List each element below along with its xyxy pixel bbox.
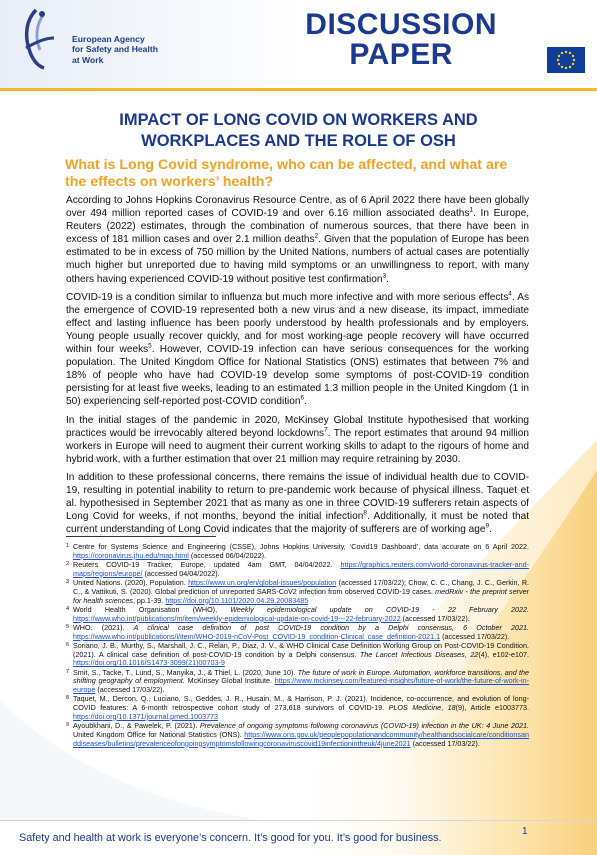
paragraph-3: In the initial stages of the pandemic in 2020, McKinsey Global Institute hypothesised that working practices would be irrevocably altered beyond lockdowns$^7$. The report estimates that around 94 million workers in Europe will need to augment their current working skills to adapt to the rigours of home and hybrid work, with a further estimation that over 21 million may require retraining by 2030.: [66, 414, 529, 465]
footnote-ref[interactable]: 4: [508, 290, 512, 298]
footnote-link[interactable]: https://doi.org/10.1371/journal.pmed.1003773: [73, 711, 219, 721]
agency-name-line2: for Safety and Health: [72, 44, 158, 55]
paragraph-2: COVID-19 is a condition similar to influenza but much more infective and with more serious effects$^4$. As the emergence of COVID-19 represented both a new virus and a new disease, its impact, immediate effect and lasting influence has been poorly understood by health professionals and by employers. Young people usually recover quickly, and for most working-age people recovery will have occurred within four weeks$^5$. However, COVID-19 infection can have serious consequences for the working population. The United Kingdom Office for National Statistics (ONS) estimates that between 7% and 18% of people who have had COVID-19 develop some symptoms of post-COVID-19 condition persisting for at least five weeks, leading to an estimated 1.3 million people in the United Kingdom (1 in 50) experiencing self-reported post-COVID condition$^6$.: [66, 290, 529, 408]
agency-logo: [18, 8, 168, 78]
document-type: [305, 10, 497, 70]
header-divider: [0, 88, 597, 91]
page-number: 1: [522, 826, 528, 837]
body-text: [66, 194, 529, 541]
section-heading-line2: the effects on workers’ health?: [65, 174, 274, 190]
footnote-2: 2 Reuters COVID-19 Tracker, Europe, updated 4am GMT, 04/04/2022. https://graphics.reuters.com/world-coronavirus-tracker-and-maps/regions/europe/ (accessed 04/04/2022).: [66, 560, 529, 578]
footnote-divider: [66, 536, 216, 537]
footnote-ref[interactable]: 7: [324, 426, 328, 434]
footnote-number: 5: [66, 623, 70, 630]
footnote-link[interactable]: https://graphics.reuters.com/world-coronavirus-tracker-and-maps/regions/europe/: [73, 560, 529, 578]
footnote-link[interactable]: https://www.un.org/en/global-issues/population: [188, 578, 337, 587]
footnote-link[interactable]: https://coronavirus.jhu.edu/map.html: [73, 550, 189, 560]
footnote-5: 5 WHO. (2021). A clinical case definition of post COVID-19 condition by a Delphi consensus, 6 October 2021. https://www.who.int/publications/i/item/WHO-2019-nCoV-Post_COVID-19_condition-Clinical_case_definition-2021.1 (accessed 17/03/22).: [66, 622, 529, 641]
footnote-link[interactable]: https://www.ons.gov.uk/peoplepopulationandcommunity/healthandsocialcare/conditionsanddiseases/bulletins/prevalenceofongoingsymptomsfollowingcoronaviruscovid19infectionintheuk/4june2021: [73, 729, 529, 748]
page-title-line2: WORKPLACES AND THE ROLE OF OSH: [141, 132, 456, 150]
footnote-4: 4 World Health Organisation (WHO), Weekly epidemiological update on COVID-19 - 22 February 2022. https://www.who.int/publications/m/item/weekly-epidemiological-update-on-covid-19---22-february-2022 (accessed 17/03/22).: [66, 604, 529, 623]
footnote-number: 6: [66, 641, 70, 648]
agency-name-line3: at Work: [72, 54, 104, 65]
footnote-9: 9 Ayoubkhani, D., & Pawelek, P. (2021). Prevalence of ongoing symptoms following coronavirus (COVID-19) infection in the UK: 4 June 2021. United Kingdom Office for National Statistics (ONS). https://www.ons.gov.uk/peoplepopulationandcommunity/healthandsocialcare/conditionsanddiseases/bulletins/prevalenceofongoingsymptomsfollowingcoronaviruscovid19infectionintheuk/4june2021 (accessed 17/03/22).: [66, 721, 529, 748]
footnote-link[interactable]: https://www.who.int/publications/m/item/weekly-epidemiological-update-on-covid-19---22-february-2022: [73, 613, 401, 623]
footnote-ref[interactable]: 1: [469, 206, 474, 214]
agency-name: [72, 34, 158, 65]
footer-tagline: Safety and health at work is everyone’s concern. It’s good for you. It’s good for business.: [19, 832, 442, 844]
footnote-7: 7 Smit, S., Tacke, T., Lund, S., Manyika, J., & Thiel, L. (2020, June 10). The future of work in Europe. Automation, workforce transitions, and the shifting geography of employment. McKinsey Global Institute. https://www.mckinsey.com/featured-insights/future-of-work/the-future-of-work-in-europe (accessed 17/03/22).: [66, 667, 530, 694]
footnote-link[interactable]: https://www.mckinsey.com/featured-insights/future-of-work/the-future-of-work-in-europe: [73, 676, 530, 694]
footnote-ref[interactable]: 8: [363, 509, 367, 517]
footnote-3: 3 United Nations. (2020). Population. https://www.un.org/en/global-issues/population (accessed 17/03/22); Chow, C. C., Chang, J. C., Gerkin, R. C., & Vattikuti, S. (2020). Global prediction of unreported SARS-CoV2 infection from observed COVID-19 cases. medRxiv - the preprint server for health sciences, pp.1-39. https://doi.org/10.1101/2020.04.29.20083485: [66, 578, 530, 605]
agency-logo-icon: [18, 8, 58, 70]
footnote-number: 3: [66, 579, 70, 585]
section-heading-line1: What is Long Covid syndrome, who can be affected, and what are: [65, 157, 508, 173]
footnote-number: 2: [66, 561, 70, 567]
footnote-number: 4: [66, 605, 70, 612]
paragraph-1: According to Johns Hopkins Coronavirus Resource Centre, as of 6 April 2022 there have been globally over 494 million reported cases of COVID-19 and over 6.16 million associated deaths$^1$. In Europe, Reuters (2022) estimates, through the combination of numerous sources, that there have been in excess of 181 million cases and over 2.1 million deaths$^2$. Given that the population of Europe has been estimated to be in excess of 750 million by the United Nations, numbers of actual cases are potentially much higher but unreported due to having mild symptoms or an unwillingness to report, with many others having experienced COVID-19 without positive test confirmation$^3$.: [66, 195, 529, 285]
footnotes: [66, 543, 529, 749]
eu-flag-icon: [547, 47, 585, 73]
footnote-1: 1 Centre for Systems Science and Engineering (CSSE), Johns Hopkins University, ‘Covid19 Dashboard’, data accurate on 6 April 2022. https://coronavirus.jhu.edu/map.html (accessed 06/04/2022).: [66, 542, 529, 560]
paragraph-4: In addition to these professional concerns, there remains the issue of individual health due to COVID-19, resulting in potential inability to return to pre-pandemic work because of physical illness. Taquet et al. hypothesised in September 2021 that as many as one in three COVID-19 sufferers retain aspects of Long Covid for weeks, if not months, beyond the initial infection$^8$. Additionally, it must be noted that current understanding of Long Covid indicates that the majority of sufferers are of working age$^9$.: [66, 471, 529, 536]
footnote-number: 7: [66, 668, 70, 675]
footnote-6: 6 Soriano, J. B., Murthy, S., Marshall, J. C., Relan, P., Diaz, J. V., & WHO Clinical Case Definition Working Group on Post-COVID-19 Condition. (2021). A clinical case definition of post-COVID-19 condition by a Delphi consensus. The Lancet Infectious Diseases, 22(4), e102-e107. https://doi.org/10.1016/S1473-3099(21)00703-9: [66, 640, 529, 668]
footnote-number: 9: [66, 722, 70, 728]
footnote-link[interactable]: https://doi.org/10.1101/2020.04.29.20083485: [165, 595, 309, 605]
footnote-number: 8: [66, 695, 70, 702]
footnote-ref[interactable]: 3: [382, 272, 387, 280]
footnote-link[interactable]: https://doi.org/10.1016/S1473-3099(21)00703-9: [73, 658, 225, 668]
page-title: [60, 110, 537, 152]
document-type-line1: DISCUSSION: [305, 8, 497, 41]
page-header: [0, 0, 597, 92]
footer-divider: [0, 820, 597, 821]
agency-name-line1: European Agency: [72, 34, 145, 44]
footnote-8: 8 Taquet, M., Dercon, Q., Luciano, S., Geddes, J. R., Husain, M., & Harrison, P. J. (2021). Incidence, co-occurrence, and evolution of long-COVID features: A 6-month retrospective cohort study of 273,618 survivors of COVID-19. PLOS Medicine, 18(9), Article e1003773. https://doi.org/10.1371/journal.pmed.1003773: [66, 694, 529, 721]
footnote-ref[interactable]: 6: [300, 395, 305, 403]
footnote-ref[interactable]: 5: [148, 342, 152, 350]
section-heading: [65, 157, 545, 191]
footnote-link[interactable]: https://www.who.int/publications/i/item/WHO-2019-nCoV-Post_COVID-19_condition-Clinical_case_definition-2021.1: [73, 631, 441, 641]
footnote-ref[interactable]: 9: [485, 522, 490, 530]
footnote-ref[interactable]: 2: [314, 232, 319, 240]
document-type-line2: PAPER: [349, 38, 453, 71]
footnote-number: 1: [66, 543, 70, 549]
page-title-line1: IMPACT OF LONG COVID ON WORKERS AND: [119, 111, 478, 129]
